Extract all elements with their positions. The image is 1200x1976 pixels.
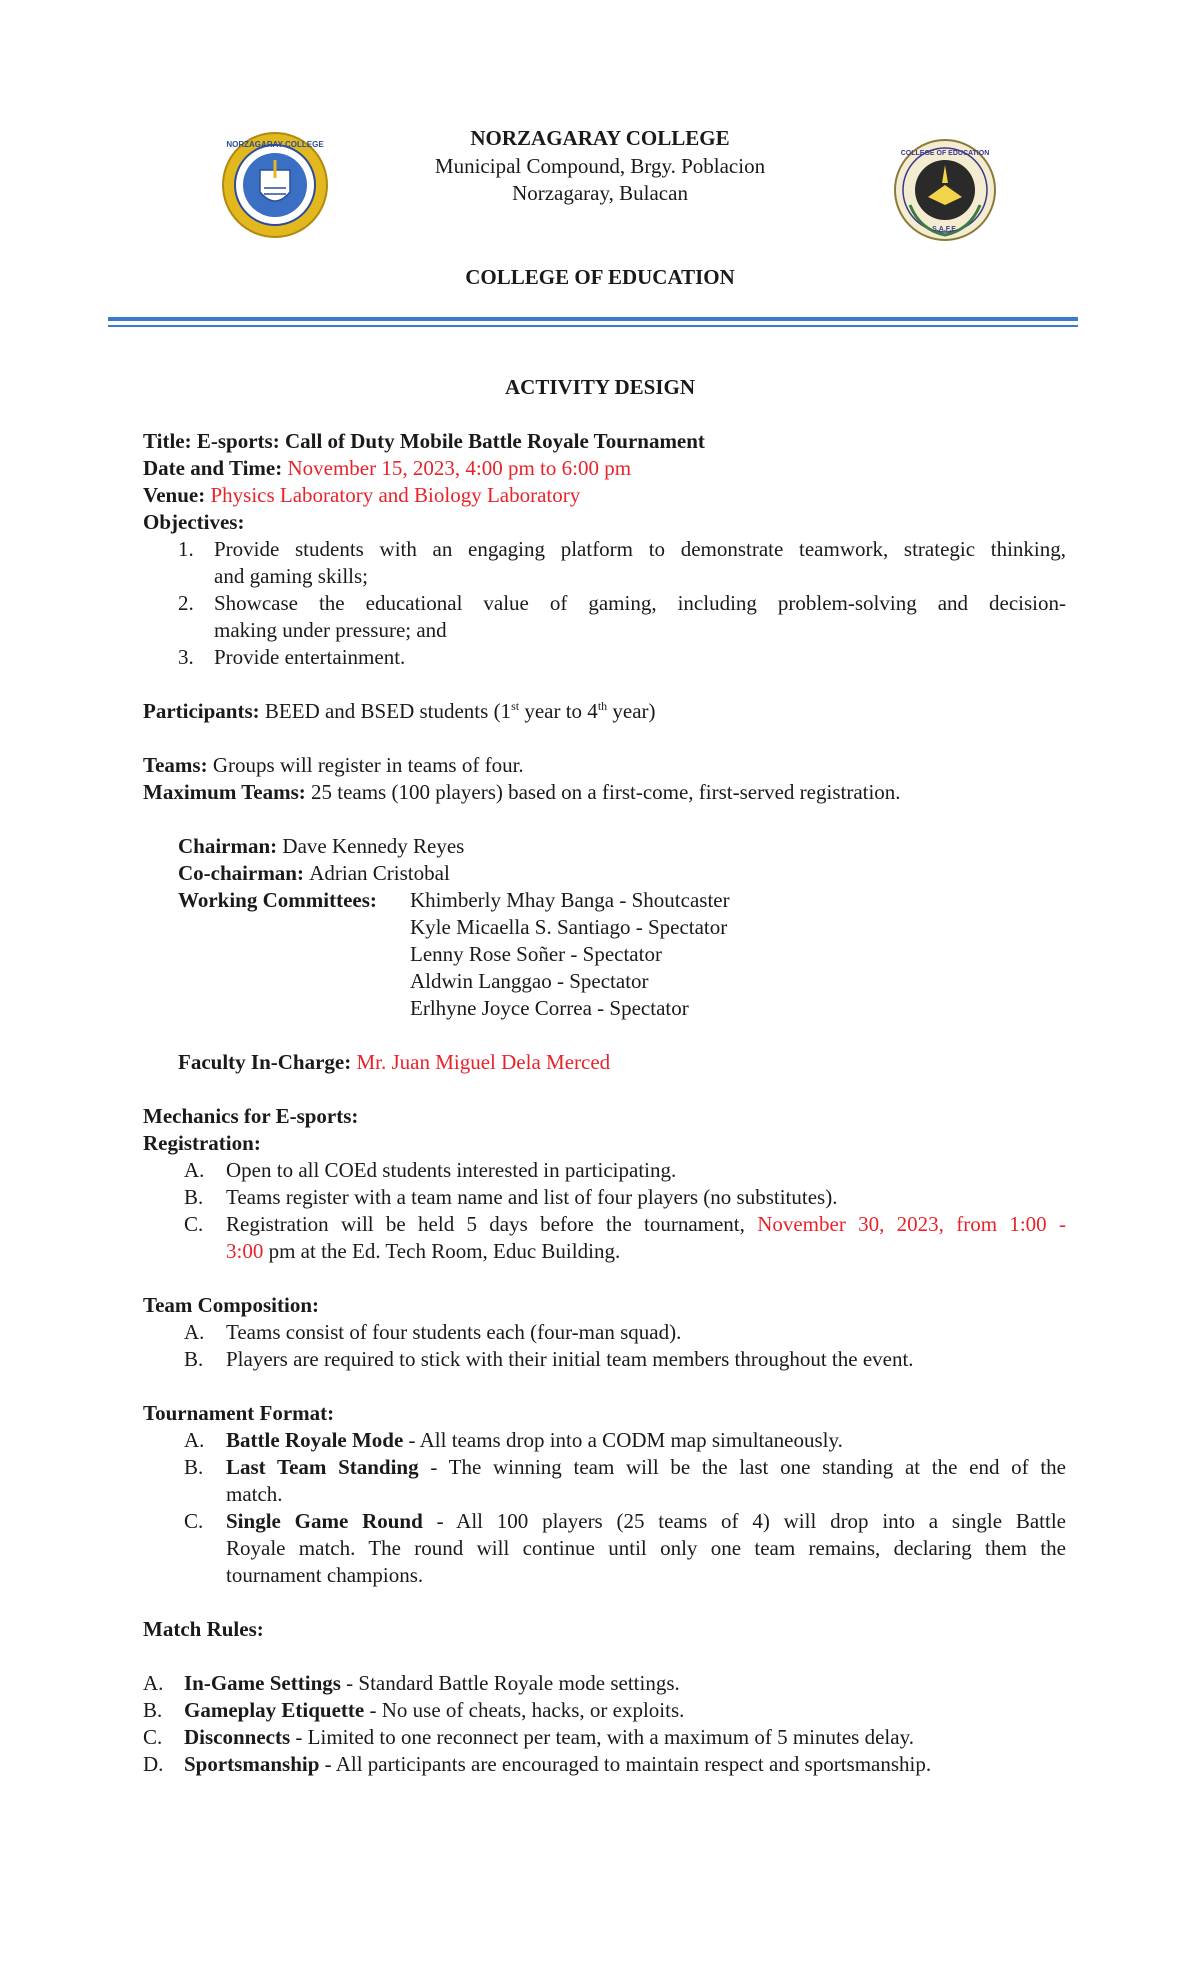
format-item xyxy=(226,1454,1066,1481)
list-letter: A. xyxy=(143,1671,164,1695)
match-rule-text: - Standard Battle Royale mode settings. xyxy=(340,1671,680,1695)
registration-text: pm at the Ed. Tech Room, Educ Building. xyxy=(263,1239,621,1263)
maximum-teams xyxy=(143,779,901,806)
match-rule-text: - No use of cheats, hacks, or exploits. xyxy=(364,1698,685,1722)
objective-num: 3. xyxy=(178,645,194,669)
address-line-2: Norzagaray, Bulacan xyxy=(512,181,688,205)
participants-label: Participants: xyxy=(143,699,265,723)
objective-num: 2. xyxy=(178,591,194,615)
seal-subtext: S.A.F.E. xyxy=(932,226,958,233)
teams xyxy=(143,752,524,779)
objective-num: 1. xyxy=(178,537,194,561)
list-letter: C. xyxy=(143,1725,163,1749)
format-item-text: - The winning team will be the last one standing at the end of the xyxy=(418,1455,1066,1479)
format-item-cont: match. xyxy=(226,1482,283,1506)
match-rule-text: - All participants are encouraged to maintain respect and sportsmanship. xyxy=(319,1752,932,1776)
venue xyxy=(143,482,580,509)
format-item-title: Last Team Standing xyxy=(226,1455,419,1479)
registration-item: Open to all COEd students interested in participating. xyxy=(226,1158,677,1182)
match-rule-title: Sportsmanship xyxy=(184,1752,320,1776)
college-name: NORZAGARAY COLLEGE xyxy=(470,126,730,150)
committee-member: Aldwin Langgao - Spectator xyxy=(410,969,649,993)
chairman-value: Dave Kennedy Reyes xyxy=(282,834,465,858)
registration-heading: Registration: xyxy=(143,1131,261,1155)
list-letter: A. xyxy=(184,1158,205,1182)
participants-text: year to 4 xyxy=(519,699,598,723)
title-value: E-sports: Call of Duty Mobile Battle Royale Tournament xyxy=(196,429,705,453)
match-rules-heading: Match Rules: xyxy=(143,1617,264,1641)
faculty-in-charge xyxy=(178,1049,610,1076)
teams-label: Teams: xyxy=(143,753,213,777)
list-letter: B. xyxy=(184,1347,204,1371)
title-label: Title: xyxy=(143,429,197,453)
participants-text: year) xyxy=(607,699,656,723)
max-teams-label: Maximum Teams: xyxy=(143,780,311,804)
objective-text-cont: making under pressure; and xyxy=(214,618,447,642)
department-name: COLLEGE OF EDUCATION xyxy=(465,265,735,289)
objective-text-cont: and gaming skills; xyxy=(214,564,368,588)
format-item-cont: tournament champions. xyxy=(226,1563,424,1587)
registration-item xyxy=(226,1211,1066,1238)
match-rule xyxy=(184,1751,931,1778)
teams-value: Groups will register in teams of four. xyxy=(212,753,524,777)
list-letter: B. xyxy=(184,1185,204,1209)
team-composition-item: Teams consist of four students each (four-man squad). xyxy=(226,1320,682,1344)
header-rule-thin xyxy=(108,325,1078,327)
list-letter: C. xyxy=(184,1212,204,1236)
seal-text: COLLEGE OF EDUCATION xyxy=(900,150,990,157)
format-item-text: - All teams drop into a CODM map simultaneously. xyxy=(403,1428,843,1452)
max-teams-value: 25 teams (100 players) based on a first-come, first-served registration. xyxy=(311,780,901,804)
match-rule-title: Gameplay Etiquette xyxy=(184,1698,365,1722)
committee-member: Kyle Micaella S. Santiago - Spectator xyxy=(410,915,728,939)
committee-member: Khimberly Mhay Banga - Shoutcaster xyxy=(410,888,730,912)
committee-member: Erlhyne Joyce Correa - Spectator xyxy=(410,996,689,1020)
match-rule xyxy=(184,1670,680,1697)
superscript: th xyxy=(597,699,608,713)
co-chairman xyxy=(178,860,450,887)
faculty-label: Faculty In-Charge: xyxy=(178,1050,357,1074)
list-letter: A. xyxy=(184,1320,205,1344)
objectives-label: Objectives: xyxy=(143,510,245,534)
faculty-value: Mr. Juan Miguel Dela Merced xyxy=(356,1050,611,1074)
chairman xyxy=(178,833,464,860)
working-committees-label: Working Committees: xyxy=(178,888,377,912)
match-rule-text: - Limited to one reconnect per team, with a maximum of 5 minutes delay. xyxy=(290,1725,914,1749)
tournament-format-heading: Tournament Format: xyxy=(143,1401,335,1425)
list-letter: C. xyxy=(184,1509,204,1533)
registration-item-cont xyxy=(226,1238,620,1265)
list-letter: A. xyxy=(184,1428,205,1452)
participants xyxy=(143,698,656,725)
date-time-label: Date and Time: xyxy=(143,456,288,480)
venue-value: Physics Laboratory and Biology Laboratory xyxy=(210,483,581,507)
match-rule-title: Disconnects xyxy=(184,1725,291,1749)
date-time-value: November 15, 2023, 4:00 pm to 6:00 pm xyxy=(287,456,632,480)
chairman-label: Chairman: xyxy=(178,834,283,858)
registration-text: Registration will be held 5 days before the tournament, xyxy=(226,1212,758,1236)
format-item xyxy=(226,1508,1066,1535)
participants-text: BEED and BSED students (1 xyxy=(264,699,512,723)
list-letter: D. xyxy=(143,1752,164,1776)
seal-text: NORZAGARAY COLLEGE xyxy=(226,140,324,149)
team-composition-heading: Team Composition: xyxy=(143,1293,319,1317)
mechanics-heading: Mechanics for E-sports: xyxy=(143,1104,359,1128)
registration-time: 3:00 xyxy=(226,1239,264,1263)
format-item-cont: Royale match. The round will continue until only one team remains, declaring them the xyxy=(226,1536,1066,1560)
date-time xyxy=(143,455,631,482)
list-letter: B. xyxy=(184,1455,204,1479)
objective-text: Provide students with an engaging platform to demonstrate teamwork, strategic thinking, xyxy=(214,537,1066,561)
match-rule-title: In-Game Settings xyxy=(184,1671,341,1695)
header-rule-thick xyxy=(108,317,1078,321)
committee-member: Lenny Rose Soñer - Spectator xyxy=(410,942,662,966)
objective-text: Showcase the educational value of gaming, including problem-solving and decision- xyxy=(214,591,1066,615)
activity-title xyxy=(143,428,705,455)
format-item-title: Battle Royale Mode xyxy=(226,1428,404,1452)
co-chairman-label: Co-chairman: xyxy=(178,861,310,885)
format-item-text: - All 100 players (25 teams of 4) will drop into a single Battle xyxy=(422,1509,1066,1533)
registration-item: Teams register with a team name and list of four players (no substitutes). xyxy=(226,1185,838,1209)
document-title: ACTIVITY DESIGN xyxy=(504,375,695,399)
list-letter: B. xyxy=(143,1698,163,1722)
registration-date: November 30, 2023, from 1:00 - xyxy=(757,1212,1066,1236)
format-item xyxy=(226,1427,843,1454)
address-line-1: Municipal Compound, Brgy. Poblacion xyxy=(434,154,766,178)
format-item-title: Single Game Round xyxy=(226,1509,423,1533)
match-rule xyxy=(184,1724,914,1751)
team-composition-item: Players are required to stick with their initial team members throughout the event. xyxy=(226,1347,914,1371)
objective-text: Provide entertainment. xyxy=(214,645,406,669)
superscript: st xyxy=(511,699,520,713)
co-chairman-value: Adrian Cristobal xyxy=(309,861,450,885)
venue-label: Venue: xyxy=(143,483,211,507)
match-rule xyxy=(184,1697,684,1724)
